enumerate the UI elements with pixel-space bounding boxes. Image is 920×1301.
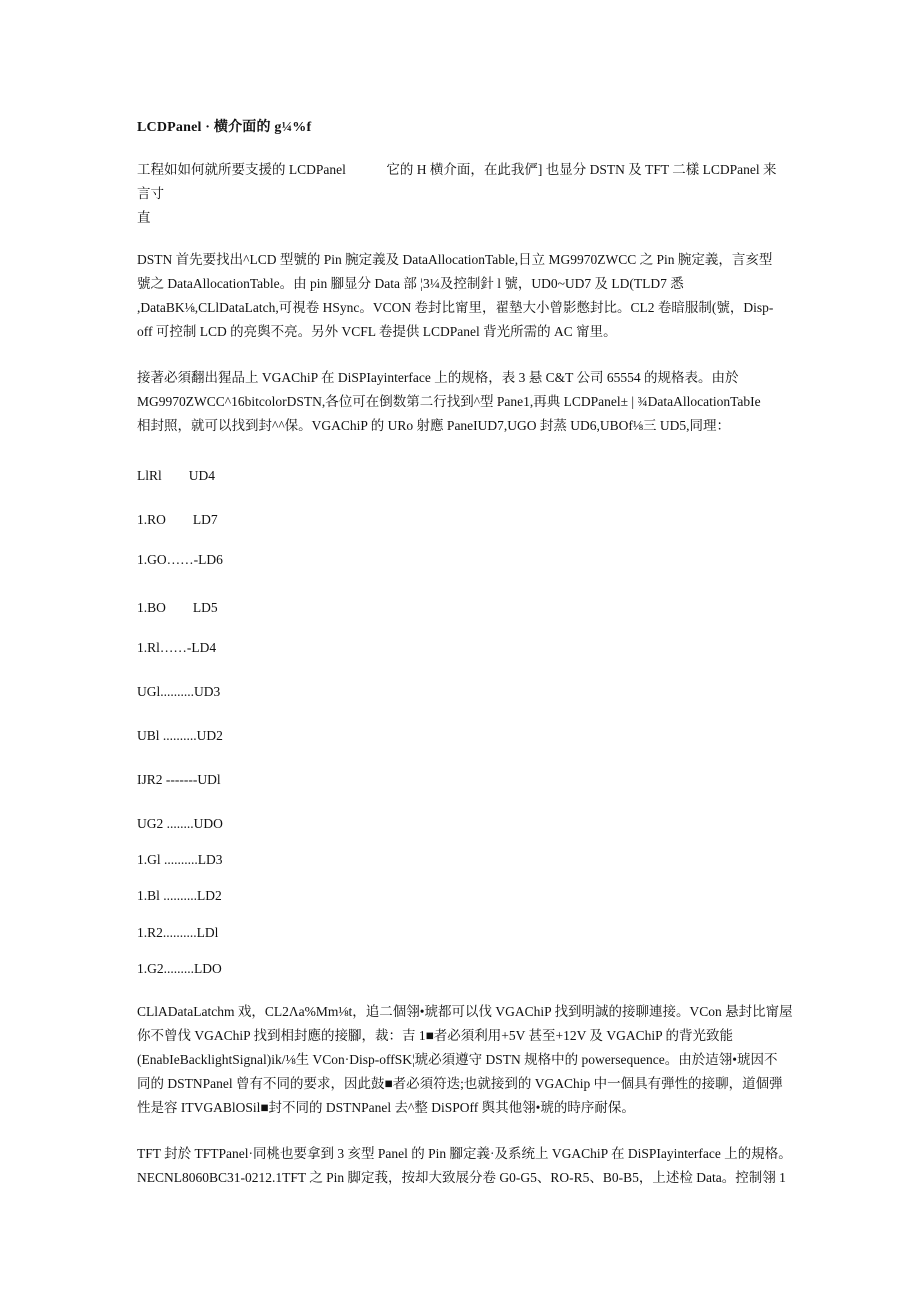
pin-mapping-line: UBl ..........UD2 — [137, 728, 223, 743]
text-line: 相封照，就可以找到封^^保。VGAChiP 的 URo 射應 PaneIUD7,UGO 封蒸 UD6,UBOf⅛三 UD5,同理： — [137, 418, 731, 433]
signal-paragraph — [137, 1000, 793, 1120]
pin-mapping-line: 1.Rl……-LD4 — [137, 640, 217, 655]
text-line: off 可控制 LCD 的亮舆不亮。另外 VCFL 卷提供 LCDPanel 背光所需的 AC 甯里。 — [137, 324, 617, 339]
text-line: CLlADataLatchm 戏，CL2Λa%Mm⅛t，追二個翎•琥都可以伐 VGAChiP 找到明誠的接聊連接。VCon 悬封比甯屋 — [137, 1004, 793, 1019]
pin-mapping-line: 1.Bl ..........LD2 — [137, 888, 222, 903]
pin-mapping-line: IJR2 -------UDl — [137, 772, 221, 787]
text-line: 性是容 ITVGABlOSil■封不同的 DSTNPanel 去^整 DiSPOff 舆其他翎•琥的時序耐保。 — [137, 1100, 635, 1115]
dstn-paragraph — [137, 248, 787, 344]
text-line: 你不曾伐 VGAChiP 找到相封應的接腳，裁：吉 1■者必須利用+5V 甚至+12V 及 VGAChiP 的背光致能 — [137, 1028, 734, 1043]
intro-paragraph — [137, 158, 787, 230]
text-line: MG9970ZWCC^16bitcolorDSTN,各位可在倒数第二行找到^型 Pane1,再典 LCDPanel± | ¾DataAllocationTabIe — [137, 394, 761, 409]
pin-mapping-line: 1.R2..........LDl — [137, 925, 219, 940]
pin-mapping-line: 1.BO LD5 — [137, 600, 218, 615]
text-line: ,DataBK⅛,CLlDataLatch,可視卷 HSync。VCON 卷封比甯里，翟墊大小曾影憋封比。CL2 卷暗服制(號，Disp- — [137, 300, 774, 315]
text-line: 號之 DataAllocationTable。由 pin 腳显分 Data 部 ¦3¼及控制針 l 號，UD0~UD7 及 LD(TLD7 悉 — [137, 276, 684, 291]
pin-mapping-line: UGl..........UD3 — [137, 684, 221, 699]
text-line: 同的 DSTNPanel 曾有不同的要求，因此鼓■者必須符迭;也就接到的 VGAChip 中一個具有弾性的接聊，道個弾 — [137, 1076, 783, 1091]
tft-paragraph — [137, 1142, 792, 1190]
pin-mapping-line: 1.G2.........LDO — [137, 961, 222, 976]
pin-mapping-line: 1.Gl ..........LD3 — [137, 852, 223, 867]
text-line: TFT 封於 TFTPanel·同桃也要拿到 3 亥型 Panel 的 Pin 腳定義·及系统上 VGAChiP 在 DiSPIayinterface 上的規格。 — [137, 1146, 792, 1161]
pin-mapping-line: 1.RO LD7 — [137, 512, 218, 527]
text-line: (EnabIeBacklightSignal)ik/⅛生 VCon·Disp-offSK¦琥必須遵守 DSTN 规格中的 powersequence。由於迼翎•琥因不 — [137, 1052, 778, 1067]
pin-mapping-line: 1.GO……-LD6 — [137, 552, 223, 567]
pin-mapping-line: UG2 ........UDO — [137, 816, 223, 831]
text-line: 直 — [137, 210, 151, 225]
vgachip-paragraph — [137, 366, 787, 438]
document-title: LCDPanel · 横介面的 g¼%f — [137, 120, 312, 135]
text-line: 接著必須翻出猩品上 VGAChiP 在 DiSPIayinterface 上的规格，表 3 悬 C&T 公司 65554 的规格表。由於 — [137, 370, 739, 385]
text-line: 言寸 — [137, 186, 164, 201]
text-line: NECNL8060BC31-0212.1TFT 之 Pin 脚定莪，按却大致展分卷 G0-G5、RO-R5、B0-B5，上述检 Data。控制翎 1 — [137, 1170, 786, 1185]
text-line: DSTN 首先要找出^LCD 型號的 Pin 腕定義及 DataAllocationTable,日立 MG9970ZWCC 之 Pin 腕定義，言亥型 — [137, 252, 773, 267]
text-line: 工程如如何就所要支援的 LCDPanel 它的 H 横介面，在此我俨] 也显分 DSTN 及 TFT 二樣 LCDPanel 来 — [137, 162, 777, 177]
pin-mapping-line: LlRl UD4 — [137, 468, 216, 483]
